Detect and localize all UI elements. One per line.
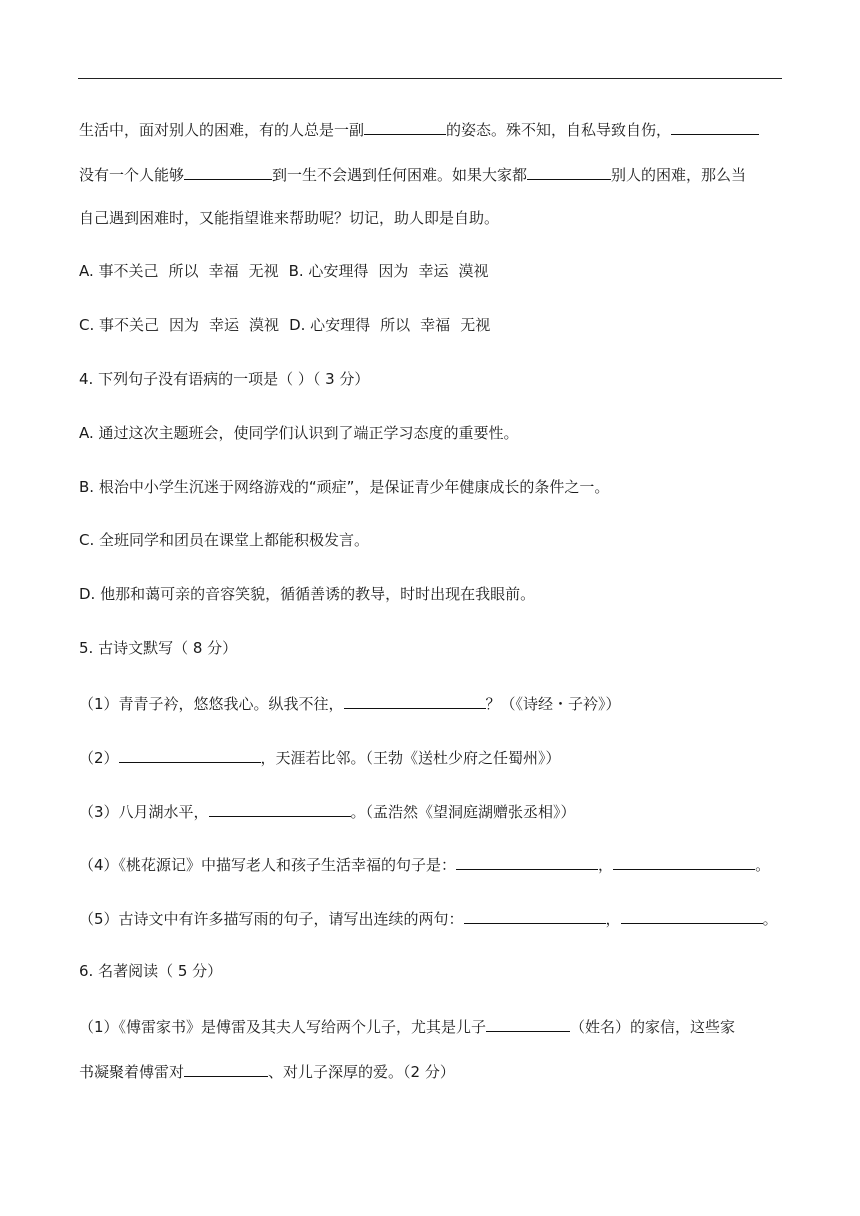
option-b-word4: 漠视 — [458, 262, 489, 280]
q5-item-3-source: 。（孟浩然《望洞庭湖赠张丞相》） — [350, 803, 576, 821]
option-c-word2: 因为 — [169, 316, 200, 334]
para-line-3: 自己遇到困难时，又能指望谁来帮助呢？切记，助人即是自助。 — [79, 209, 500, 227]
option-a-word2: 所以 — [168, 262, 199, 280]
option-b-word3: 幸运 — [418, 262, 449, 280]
q5-item-1 — [79, 692, 621, 714]
q6-item-1-cont: 书凝聚着傅雷对 — [79, 1063, 185, 1081]
para-line-2 — [79, 163, 746, 185]
q5-item-5 — [79, 907, 778, 929]
q5-item-3 — [79, 800, 576, 822]
option-d-word1: D. 心安理得 — [289, 316, 371, 334]
option-c-word1: C. 事不关己 — [79, 316, 160, 334]
option-c-word4: 漠视 — [249, 316, 280, 334]
q4-option-b: B. 根治中小学生沉迷于网络游戏的“顽症”，是保证青少年健康成长的条件之一。 — [79, 478, 610, 496]
q5-item-4-comma: ， — [598, 856, 614, 874]
para-text: 的姿态。殊不知，自私导致自伤， — [446, 121, 672, 139]
q6-item-1-line-2 — [79, 1060, 455, 1082]
q4-option-d: D. 他那和蔼可亲的音容笑貌，循循善诱的教导，时时出现在我眼前。 — [79, 585, 536, 603]
q6-item-1-text-end: （姓名）的家信，这些家 — [570, 1018, 736, 1036]
option-a-word4: 无视 — [248, 262, 279, 280]
answer-blank[interactable] — [184, 1060, 268, 1077]
option-d-word2: 所以 — [380, 316, 411, 334]
options-row-ab — [79, 261, 498, 281]
answer-blank[interactable] — [671, 118, 759, 135]
answer-blank[interactable] — [119, 746, 261, 763]
q5-item-2-text: ，天涯若比邻。（王勃《送杜少府之任蜀州》） — [260, 749, 561, 767]
q5-item-1-source: ？（《诗经・子衿》） — [485, 695, 621, 713]
q5-item-2-number: （2） — [79, 749, 119, 767]
option-b-word1: B. 心安理得 — [288, 262, 369, 280]
option-b-word2: 因为 — [378, 262, 409, 280]
q5-stem: 5. 古诗文默写（ 8 分） — [79, 639, 238, 657]
para-text: 别人的困难，那么当 — [611, 166, 747, 184]
q5-item-5-period: 。 — [762, 910, 778, 928]
answer-blank[interactable] — [456, 853, 598, 870]
option-d-word3: 幸福 — [420, 316, 451, 334]
header-rule — [78, 78, 782, 79]
option-d-word4: 无视 — [460, 316, 491, 334]
para-line-1 — [79, 118, 759, 140]
answer-blank[interactable] — [464, 907, 606, 924]
q5-item-5-text: （5）古诗文中有许多描写雨的句子，请写出连续的两句： — [79, 910, 464, 928]
para-text: 到一生不会遇到任何困难。如果大家都 — [272, 166, 528, 184]
q6-stem: 6. 名著阅读（ 5 分） — [79, 962, 223, 980]
answer-blank[interactable] — [621, 907, 763, 924]
q5-item-4-period: 。 — [755, 856, 771, 874]
option-a-word3: 幸福 — [208, 262, 239, 280]
answer-blank[interactable] — [613, 853, 755, 870]
q6-item-1-cont-end: 、对儿子深厚的爱。（2 分） — [268, 1063, 455, 1081]
q5-item-3-text: （3）八月湖水平， — [79, 803, 209, 821]
answer-blank[interactable] — [364, 118, 446, 135]
q5-item-2 — [79, 746, 561, 768]
q4-option-c: C. 全班同学和团员在课堂上都能积极发言。 — [79, 531, 370, 549]
q6-item-1-line-1 — [79, 1015, 735, 1037]
q4-stem: 4. 下列句子没有语病的一项是（ ）（ 3 分） — [79, 370, 370, 388]
para-text: 没有一个人能够 — [79, 166, 185, 184]
option-a-word1: A. 事不关己 — [79, 262, 159, 280]
q5-item-1-text: （1）青青子衿，悠悠我心。纵我不往， — [79, 695, 344, 713]
q5-item-5-comma: ， — [605, 910, 621, 928]
para-text: 生活中，面对别人的困难，有的人总是一副 — [79, 121, 365, 139]
option-c-word3: 幸运 — [209, 316, 240, 334]
answer-blank[interactable] — [486, 1015, 570, 1032]
answer-blank[interactable] — [344, 692, 486, 709]
q5-item-4-text: （4）《桃花源记》中描写老人和孩子生活幸福的句子是： — [79, 856, 457, 874]
q4-option-a: A. 通过这次主题班会，使同学们认识到了端正学习态度的重要性。 — [79, 424, 519, 442]
options-row-cd — [79, 315, 500, 335]
answer-blank[interactable] — [209, 800, 351, 817]
answer-blank[interactable] — [527, 163, 611, 180]
q5-item-4 — [79, 853, 770, 875]
answer-blank[interactable] — [184, 163, 272, 180]
q6-item-1-text: （1）《傅雷家书》是傅雷及其夫人写给两个儿子，尤其是儿子 — [79, 1018, 487, 1036]
